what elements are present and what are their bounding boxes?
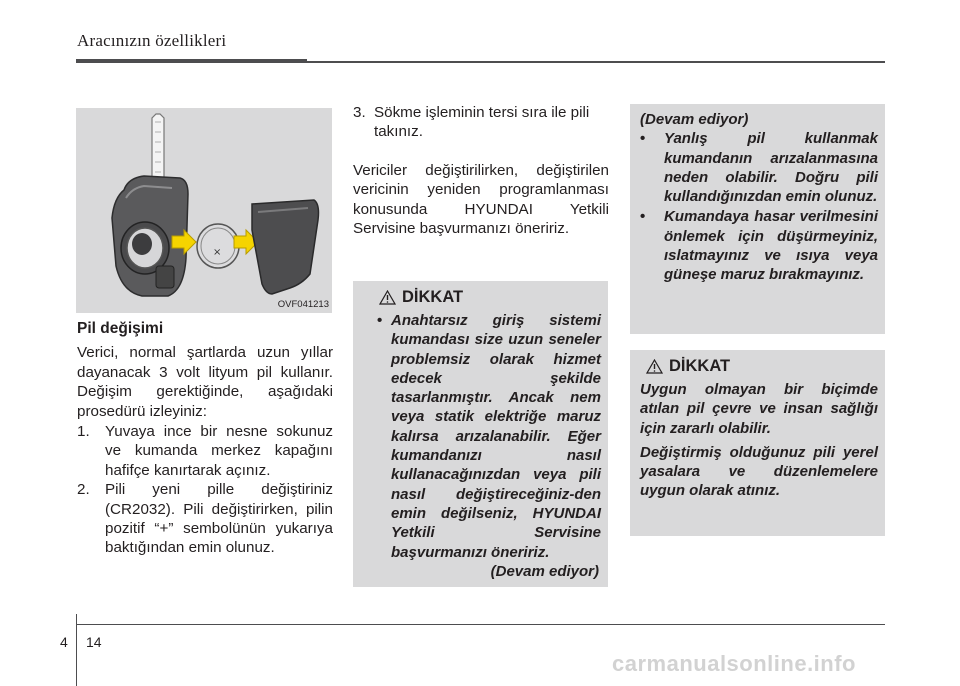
- caution-box-keyless: [353, 281, 608, 587]
- caution-text: Kumandaya hasar verilmesini önlemek için düşürmeyiniz, ıslatmayınız ve ısıya veya güneşe maruz bırakmayınız.: [664, 208, 878, 284]
- footer-horizontal-rule: [76, 624, 885, 625]
- bullet-icon: •: [640, 208, 646, 226]
- page-number: 14: [86, 634, 102, 650]
- step-text: Yuvaya ince bir nesne sokunuz ve kumanda merkez kapağını hafifçe kanırtarak açınız.: [105, 423, 333, 479]
- step-text: Sökme işleminin tersi sıra ile pili takınız.: [374, 104, 590, 141]
- caution-box-continued: [630, 104, 885, 334]
- caution-title: DİKKAT: [402, 288, 464, 306]
- caution-paragraph: Uygun olmayan bir biçimde atılan pil çevre ve insan sağlığı için zararlı olabilir.: [640, 381, 878, 437]
- continued-label: (Devam ediyor): [640, 111, 749, 128]
- caution-heading: [379, 288, 601, 307]
- page-header-title: Aracınızın özellikleri: [77, 31, 227, 50]
- step-number: 3.: [353, 104, 366, 121]
- list-item: [353, 103, 609, 142]
- key-fob-illustration: [76, 108, 332, 313]
- caution-text: Yanlış pil kullanmak kumandanın arızalanmasına neden olabilir. Doğru pili kullandığınızdan emin olunuz.: [664, 130, 878, 206]
- steps-list: [77, 422, 333, 558]
- caution-title: DİKKAT: [669, 357, 731, 375]
- chapter-number: 4: [60, 634, 68, 650]
- step-number: 2.: [77, 481, 90, 499]
- battery-replacement-section: [77, 319, 333, 558]
- svg-text:×: ×: [213, 247, 222, 258]
- list-item: [640, 129, 878, 206]
- bullet-icon: •: [640, 130, 646, 148]
- caution-box-disposal: [630, 350, 885, 536]
- list-item: [77, 480, 333, 558]
- intro-paragraph: Verici, normal şartlarda uzun yıllar dayanacak 3 volt lityum pil kullanır. Değişim gerektiğinde, aşağıdaki prosedürü izleyiniz:: [77, 344, 333, 420]
- watermark-text: carmanualsonline.info: [612, 651, 856, 676]
- step-text: Pili yeni pille değiştiriniz (CR2032). Pili değiştirirken, pilin pozitif “+” sembolünün yukarıya baktığından emin olunuz.: [105, 481, 333, 557]
- caution-heading: [646, 357, 878, 376]
- list-item: [640, 207, 878, 284]
- warning-triangle-icon: [379, 290, 396, 305]
- figure-code: OVF041213: [277, 299, 329, 310]
- header-rule-thin: [307, 61, 885, 63]
- header-rule-thick: [76, 59, 307, 63]
- reprogramming-note: Vericiler değiştirilirken, değiştirilen vericinin yeniden programlanması konusunda HYUNDAI Yetkili Servisine başvurmanızı öneririz.: [353, 161, 609, 238]
- warning-triangle-icon: [646, 359, 663, 374]
- step-number: 1.: [77, 423, 90, 441]
- section-heading: Pil değişimi: [77, 320, 164, 337]
- list-item: [77, 422, 333, 480]
- caution-paragraph: Değiştirmiş olduğunuz pili yerel yasalara ve düzenlemelere uygun olarak atınız.: [640, 443, 878, 500]
- bullet-icon: •: [377, 312, 383, 329]
- battery-section-continued: [353, 103, 609, 238]
- caution-text: Anahtarsız giriş sistemi kumandası size uzun seneler problemsiz olarak hizmet edecek şekilde tasarlanmıştır. Ancak nem veya statik elektriğe maruz kalırsa arızalanabilir. Eğer kumandanızı nasıl kullanacağınızdan veya pili nasıl değiştireceğiniz-den emin değilseniz, HYUNDAI Yetkili Servisine başvurmanızı öneririz.: [391, 312, 601, 561]
- continued-label: (Devam ediyor): [490, 562, 599, 580]
- key-battery-figure: [76, 108, 332, 313]
- list-item: [369, 311, 601, 562]
